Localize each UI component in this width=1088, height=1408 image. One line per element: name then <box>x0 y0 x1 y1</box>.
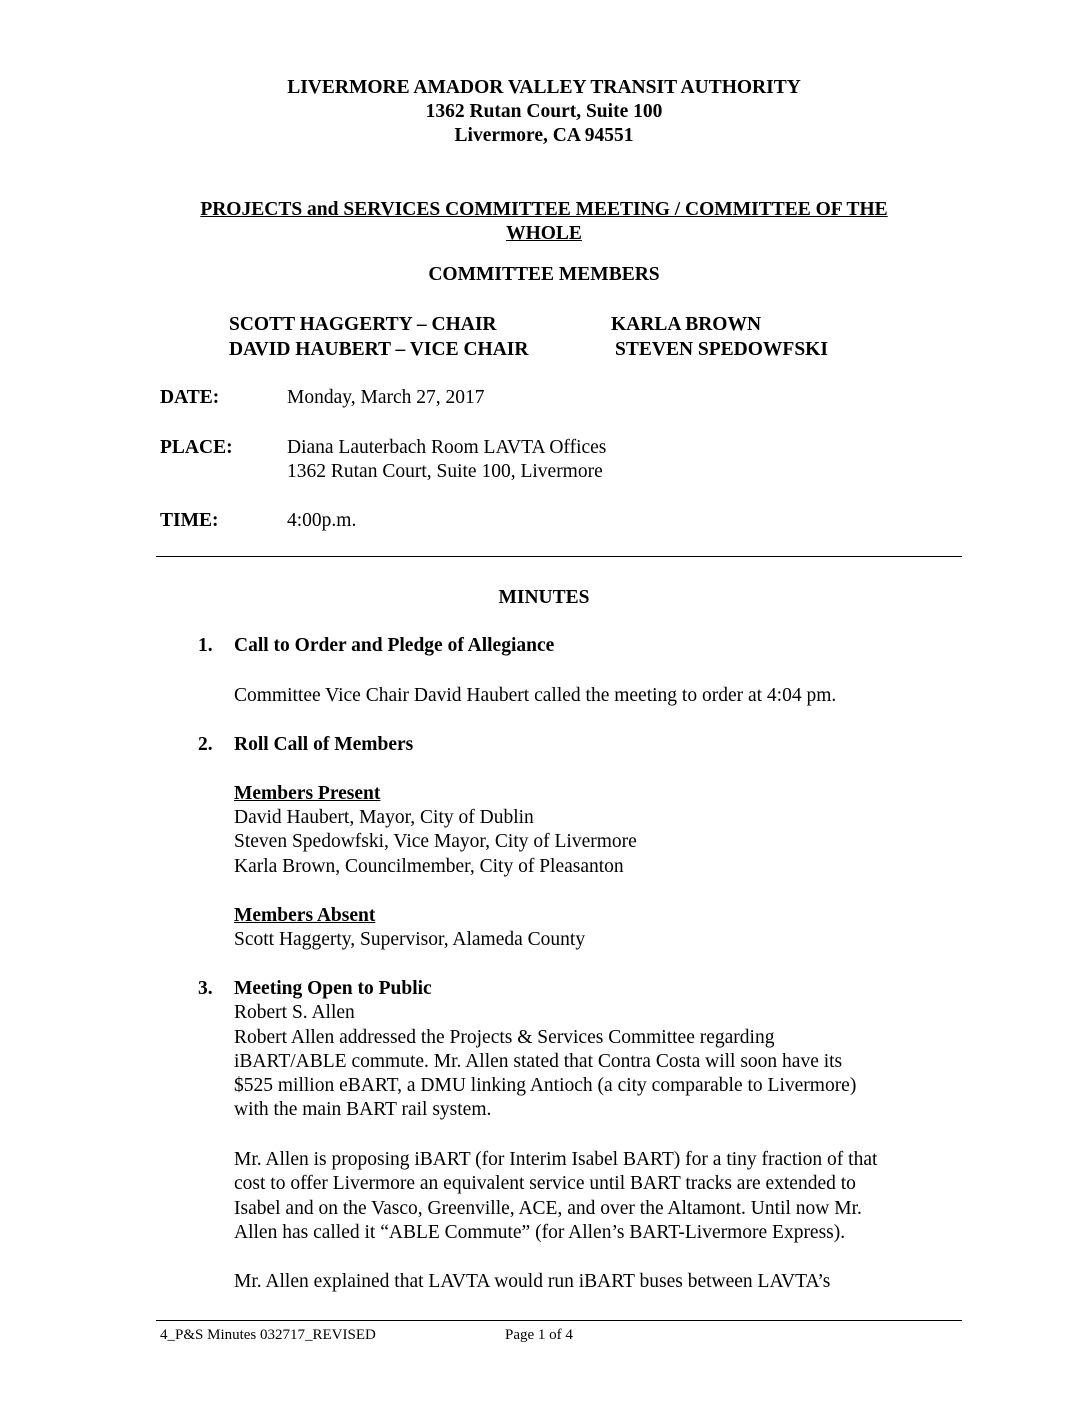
meeting-title-line-2: WHOLE <box>506 223 582 244</box>
members-absent-heading: Members Absent <box>234 905 376 926</box>
para-1-line-3: $525 million eBART, a DMU linking Antioch (a city comparable to Livermore) <box>234 1075 857 1096</box>
member-right-1: KARLA BROWN <box>611 314 762 335</box>
time-label: TIME: <box>160 510 219 531</box>
member-right-2: STEVEN SPEDOWFSKI <box>615 339 828 360</box>
minutes-heading: MINUTES <box>498 587 590 608</box>
item-3-number: 3. <box>198 978 213 999</box>
member-chair: SCOTT HAGGERTY – CHAIR <box>229 314 497 335</box>
para-2-line-4: Allen has called it “ABLE Commute” (for Allen’s BART-Livermore Express). <box>234 1222 846 1243</box>
item-1-number: 1. <box>198 635 213 656</box>
date-label: DATE: <box>160 387 220 408</box>
member-present-1: David Haubert, Mayor, City of Dublin <box>234 807 534 828</box>
address-line-1: 1362 Rutan Court, Suite 100 <box>425 101 663 122</box>
item-2-number: 2. <box>198 734 213 755</box>
para-3-line-1: Mr. Allen explained that LAVTA would run iBART buses between LAVTA’s <box>234 1271 831 1292</box>
place-label: PLACE: <box>160 437 233 458</box>
footer-page-number: Page 1 of 4 <box>505 1327 573 1343</box>
place-line-1: Diana Lauterbach Room LAVTA Offices <box>287 437 607 458</box>
para-1-line-4: with the main BART rail system. <box>234 1099 492 1120</box>
item-2-title: Roll Call of Members <box>234 734 414 755</box>
meeting-title-line-1: PROJECTS and SERVICES COMMITTEE MEETING / COMMITTEE OF THE <box>200 199 888 220</box>
member-present-2: Steven Spedowfski, Vice Mayor, City of Livermore <box>234 831 637 852</box>
place-line-2: 1362 Rutan Court, Suite 100, Livermore <box>287 461 603 482</box>
org-name: LIVERMORE AMADOR VALLEY TRANSIT AUTHORITY <box>287 77 801 98</box>
para-1-line-1: Robert Allen addressed the Projects & Services Committee regarding <box>234 1027 775 1048</box>
footer-rule <box>156 1320 962 1321</box>
member-absent-1: Scott Haggerty, Supervisor, Alameda County <box>234 929 586 950</box>
member-vice-chair: DAVID HAUBERT – VICE CHAIR <box>229 339 529 360</box>
para-1-line-2: iBART/ABLE commute. Mr. Allen stated that Contra Costa will soon have its <box>234 1051 843 1072</box>
divider-rule <box>156 556 962 557</box>
members-present-heading: Members Present <box>234 783 381 804</box>
speaker-name: Robert S. Allen <box>234 1002 355 1023</box>
date-value: Monday, March 27, 2017 <box>287 387 485 408</box>
item-1-title: Call to Order and Pledge of Allegiance <box>234 635 555 656</box>
para-2-line-3: Isabel and on the Vasco, Greenville, ACE, and over the Altamont. Until now Mr. <box>234 1198 862 1219</box>
member-present-3: Karla Brown, Councilmember, City of Pleasanton <box>234 856 624 877</box>
committee-members-heading: COMMITTEE MEMBERS <box>428 264 660 285</box>
para-2-line-1: Mr. Allen is proposing iBART (for Interim Isabel BART) for a tiny fraction of that <box>234 1149 878 1170</box>
address-line-2: Livermore, CA 94551 <box>454 125 634 146</box>
item-3-title: Meeting Open to Public <box>234 978 432 999</box>
footer-doc-name: 4_P&S Minutes 032717_REVISED <box>160 1327 376 1343</box>
para-2-line-2: cost to offer Livermore an equivalent service until BART tracks are extended to <box>234 1173 856 1194</box>
item-1-text: Committee Vice Chair David Haubert called the meeting to order at 4:04 pm. <box>234 685 837 706</box>
time-value: 4:00p.m. <box>287 510 357 531</box>
